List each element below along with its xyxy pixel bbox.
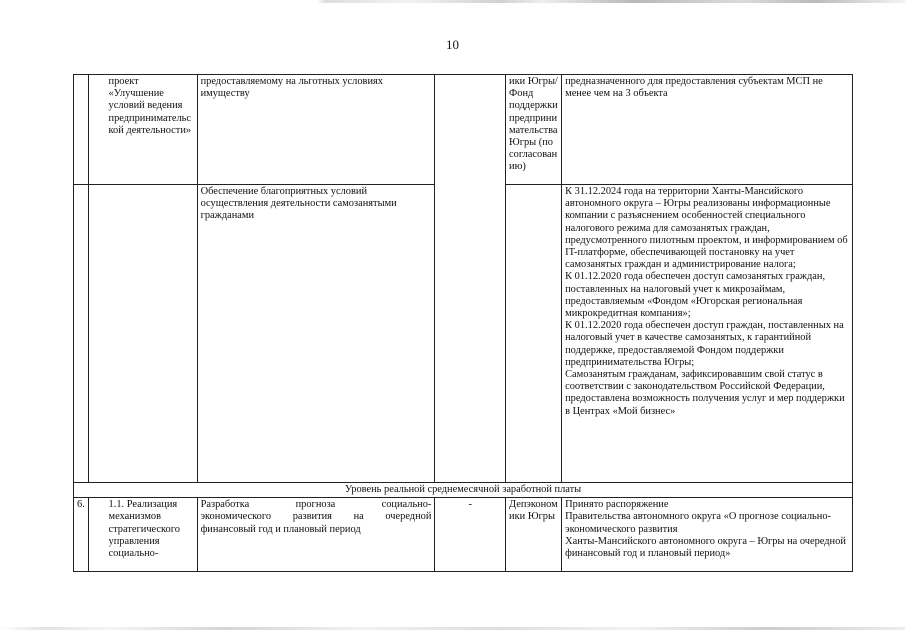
project-text: 1.1. Реализация механизмов стратегического управления социально-	[108, 499, 180, 560]
result-line: Ханты-Мансийского автономного округа – Югры на очередной финансовый год и плановый период»	[565, 535, 846, 560]
activity-word: прогноза	[295, 499, 336, 511]
scan-edge-top	[0, 0, 905, 3]
result-cell: предназначенного для предоставления субъектам МСП не менее чем на 3 объекта	[562, 75, 853, 185]
activity-text: экономического развития на очередной финансовый год и плановый период	[200, 511, 432, 535]
section-title: Уровень реальной среднемесячной заработной платы	[74, 483, 853, 498]
activity-cell: Обеспечение благоприятных условий осуществления деятельности самозанятыми гражданами	[197, 185, 435, 483]
result-paragraph: К 01.12.2020 года обеспечен доступ граждан, поставленных на налоговый учет в качестве самозанятых, к гарантийной поддержке, предоставляемой Фондом поддержки предпринимательства Югры;	[565, 320, 844, 368]
measures-table	[73, 74, 853, 572]
project-cell	[88, 185, 197, 483]
page-number: 10	[446, 37, 459, 52]
term-cell: -	[435, 498, 506, 572]
activity-cell	[197, 498, 435, 572]
row-number-cell	[74, 185, 89, 483]
responsible-cell: ики Югры/ Фонд поддержки предприни мательства Югры (по согласован ию)	[506, 75, 562, 185]
activity-first-line	[201, 499, 432, 511]
activity-word: социально-	[381, 499, 432, 511]
row-number-cell: 6.	[74, 498, 89, 572]
project-cell: проект «Улучшение условий ведения предпринимательс кой деятельности»	[88, 75, 197, 185]
result-line: Принято распоряжение	[565, 499, 669, 511]
section-header-row	[74, 483, 853, 498]
result-line: Правительства автономного округа «О прогнозе социально-экономического развития	[565, 511, 831, 535]
result-paragraph: К 31.12.2024 года на территории Ханты-Мансийского автономного округа – Югры реализованы информационные компании с разъяснением особенностей специального налогового режима для самозанятых граждан, предусмотренного пилотным проектом, и информированием об IT-платформе, обеспечивающей постановку на учет самозанятых граждан и администрирование налога;	[565, 186, 848, 271]
table-row	[74, 498, 853, 572]
responsible-cell	[506, 185, 562, 483]
result-cell	[562, 185, 853, 483]
row-number-cell	[74, 75, 89, 185]
activity-cell: предоставляемому на льготных условиях имуществу	[197, 75, 435, 185]
activity-word: Разработка	[200, 499, 250, 511]
responsible-cell: Депэконом ики Югры	[506, 498, 562, 572]
scan-edge-bottom	[0, 627, 905, 630]
result-paragraph: Самозанятым гражданам, зафиксировавшим свой статус в соответствии с законодательством Российской Федерации, предоставлена возможность получения услуг и мер поддержки в Центрах «Мой бизнес»	[565, 369, 845, 417]
result-paragraph: К 01.12.2020 года обеспечен доступ самозанятых граждан, поставленных на налоговый учет к микрозаймам, предоставляемым «Фондом «Югорская региональная микрокредитная компания»;	[565, 271, 826, 320]
project-cell	[88, 498, 197, 572]
table-row	[74, 75, 853, 185]
term-cell	[435, 75, 506, 483]
result-cell	[562, 498, 853, 572]
